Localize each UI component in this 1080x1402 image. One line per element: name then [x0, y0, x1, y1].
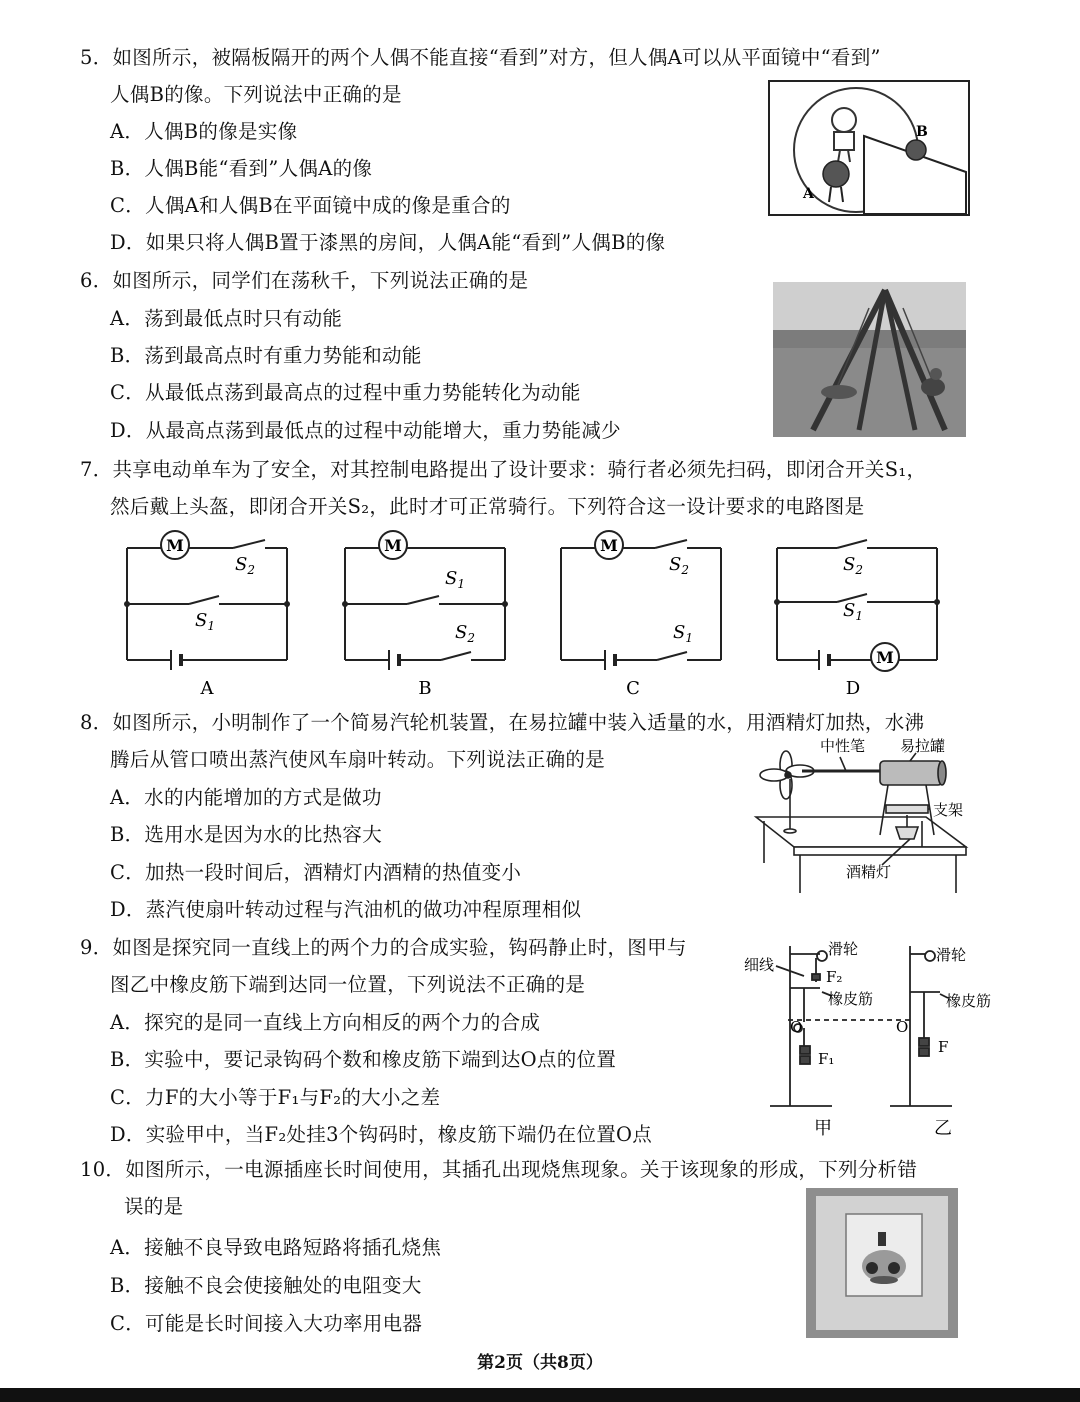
q7-stem-line2: 然后戴上头盔，即闭合开关S₂，此时才可正常骑行。下列符合这一设计要求的电路图是 [110, 495, 865, 518]
q8-label-can: 易拉罐 [900, 737, 946, 755]
q9-label-pulley-yi: 滑轮 [936, 946, 967, 964]
q9-label-o-yi: O [896, 1018, 909, 1036]
switch-label-b-s2: $S_2$ [455, 622, 475, 645]
q9-option-d: D．实验甲中，当F₂处挂3个钩码时，橡皮筋下端仍在位置O点 [110, 1123, 653, 1146]
q9-label-o-jia: O [790, 1018, 803, 1036]
q8-option-c: C．加热一段时间后，酒精灯内酒精的热值变小 [110, 861, 522, 884]
q10-option-a: A．接触不良导致电路短路将插孔烧焦 [110, 1236, 442, 1259]
q7-circuit-diagrams [115, 526, 955, 702]
q9-option-b: B．实验中，要记录钩码个数和橡皮筋下端到达O点的位置 [110, 1048, 617, 1071]
q5-mirror-figure [768, 80, 970, 216]
q5-option-d: D．如果只将人偶B置于漆黑的房间，人偶A能“看到”人偶B的像 [110, 231, 666, 254]
switch-label-c-s2: $S_2$ [669, 554, 689, 577]
q9-label-jia: 甲 [814, 1118, 832, 1139]
q6-option-b: B．荡到最高点时有重力势能和动能 [110, 344, 422, 367]
circuit-option-c: C [626, 678, 640, 699]
motor-label-c: M [600, 536, 618, 555]
q5-stem-line2: 人偶B的像。下列说法中正确的是 [110, 83, 402, 106]
circuit-option-a: A [200, 678, 214, 699]
q9-label-yi: 乙 [934, 1118, 952, 1139]
q9-option-c: C．力F的大小等于F₁与F₂的大小之差 [110, 1086, 441, 1109]
q8-label-stand: 支架 [933, 801, 964, 819]
switch-label-a-s2: $S_2$ [235, 554, 255, 577]
motor-label-d: M [876, 648, 894, 667]
q8-stem-line2: 腾后从管口喷出蒸汽使风车扇叶转动。下列说法正确的是 [110, 748, 606, 771]
circuit-option-b: B [418, 678, 432, 699]
q7-stem-line1: 7．共享电动单车为了安全，对其控制电路提出了设计要求：骑行者必须先扫码，即闭合开关S₁， [80, 458, 927, 481]
q9-label-string: 细线 [744, 956, 775, 974]
switch-label-c-s1: $S_1$ [673, 622, 693, 645]
q5-stem-line1: 5．如图所示，被隔板隔开的两个人偶不能直接“看到”对方，但人偶A可以从平面镜中“看到” [80, 46, 881, 69]
page-footer: 第2页（共8页） [477, 1353, 603, 1373]
q6-option-a: A．荡到最低点时只有动能 [110, 307, 343, 330]
switch-label-d-s2: $S_2$ [843, 554, 863, 577]
q10-socket-photo [806, 1188, 958, 1338]
q9-label-rubber-yi: 橡皮筋 [946, 992, 992, 1010]
motor-label-a: M [166, 536, 184, 555]
q8-stem-line1: 8．如图所示，小明制作了一个简易汽轮机装置，在易拉罐中装入适量的水，用酒精灯加热，水沸 [80, 711, 925, 734]
q9-label-rubber-jia: 橡皮筋 [828, 990, 874, 1008]
q5-figure-label-b: B [916, 124, 928, 140]
q9-option-a: A．探究的是同一直线上方向相反的两个力的合成 [110, 1011, 541, 1034]
q10-stem-line1: 10．如图所示，一电源插座长时间使用，其插孔出现烧焦现象。关于该现象的形成，下列分析错 [80, 1158, 918, 1181]
q9-stem-line2: 图乙中橡皮筋下端到达同一位置，下列说法不正确的是 [110, 973, 586, 996]
switch-label-b-s1: $S_1$ [445, 568, 465, 591]
q9-label-f2: F₂ [826, 968, 843, 986]
q6-stem: 6．如图所示，同学们在荡秋千，下列说法正确的是 [80, 269, 529, 292]
bottom-edge-bar [0, 1388, 1080, 1402]
q9-stem-line1: 9．如图是探究同一直线上的两个力的合成实验，钩码静止时，图甲与 [80, 936, 687, 959]
q10-stem-line2: 误的是 [124, 1195, 184, 1218]
q8-option-b: B．选用水是因为水的比热容大 [110, 823, 383, 846]
q9-label-f1: F₁ [818, 1050, 835, 1068]
switch-label-a-s1: $S_1$ [195, 610, 215, 633]
q8-turbine-figure [750, 735, 972, 895]
q5-figure-label-a: A [803, 186, 814, 202]
switch-label-d-s1: $S_1$ [843, 600, 863, 623]
q10-option-b: B．接触不良会使接触处的电阻变大 [110, 1274, 422, 1297]
motor-label-b: M [384, 536, 402, 555]
q8-option-a: A．水的内能增加的方式是做功 [110, 786, 382, 809]
q5-option-c: C．人偶A和人偶B在平面镜中成的像是重合的 [110, 194, 511, 217]
q6-option-c: C．从最低点荡到最高点的过程中重力势能转化为动能 [110, 381, 581, 404]
q9-label-f: F [938, 1038, 949, 1056]
circuit-option-d: D [845, 678, 861, 699]
q6-option-d: D．从最高点荡到最低点的过程中动能增大，重力势能减少 [110, 419, 621, 442]
q8-label-lamp: 酒精灯 [846, 863, 892, 881]
q8-option-d: D．蒸汽使扇叶转动过程与汽油机的做功冲程原理相似 [110, 898, 582, 921]
q5-option-a: A．人偶B的像是实像 [110, 120, 298, 143]
q8-label-pen: 中性笔 [820, 737, 866, 755]
q9-label-pulley-jia: 滑轮 [828, 940, 859, 958]
q9-force-figure [740, 934, 1002, 1144]
q5-option-b: B．人偶B能“看到”人偶A的像 [110, 157, 373, 180]
q6-swing-photo [773, 282, 966, 437]
q10-option-c: C．可能是长时间接入大功率用电器 [110, 1312, 423, 1335]
